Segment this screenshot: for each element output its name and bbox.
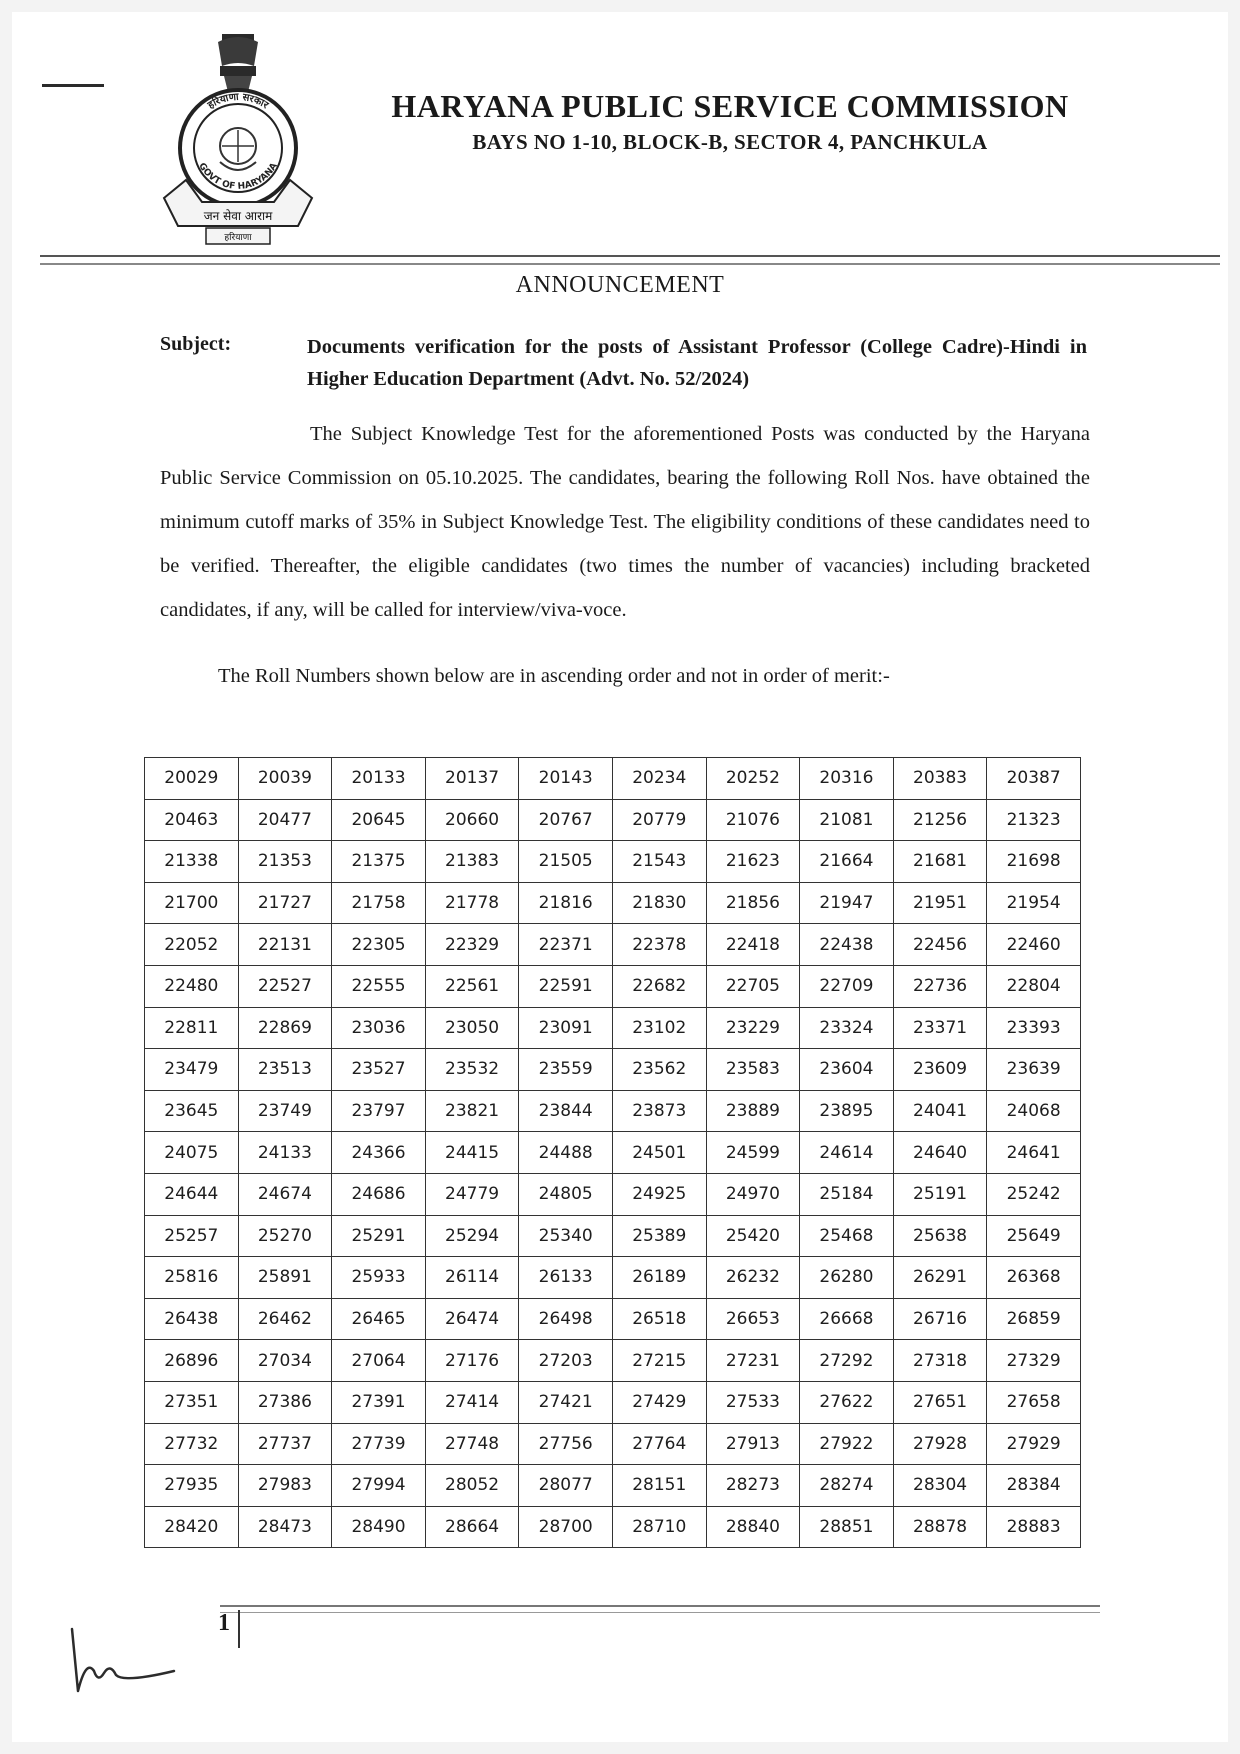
roll-number-cell: 27922 — [800, 1423, 894, 1465]
roll-number-cell: 26232 — [706, 1257, 800, 1299]
roll-number-cell: 21081 — [800, 799, 894, 841]
table-row — [145, 1340, 1081, 1382]
roll-number-cell: 27421 — [519, 1381, 613, 1423]
roll-number-cell: 22480 — [145, 965, 239, 1007]
roll-number-cell: 23562 — [612, 1049, 706, 1091]
roll-number-cell: 21947 — [800, 882, 894, 924]
roll-number-cell: 26896 — [145, 1340, 239, 1382]
roll-number-cell: 20252 — [706, 758, 800, 800]
roll-number-cell: 23527 — [332, 1049, 426, 1091]
roll-number-cell: 22527 — [238, 965, 332, 1007]
roll-number-cell: 26859 — [987, 1298, 1081, 1340]
page-number-bar — [238, 1610, 240, 1648]
emblem-ring-bottom-text: GOVT OF HARYANA — [196, 161, 280, 193]
roll-number-cell: 26291 — [893, 1257, 987, 1299]
table-row — [145, 965, 1081, 1007]
roll-number-cell: 27215 — [612, 1340, 706, 1382]
roll-number-cell: 26474 — [425, 1298, 519, 1340]
roll-number-cell: 20133 — [332, 758, 426, 800]
roll-number-cell: 21758 — [332, 882, 426, 924]
roll-number-cell: 22418 — [706, 924, 800, 966]
roll-number-cell: 21664 — [800, 841, 894, 883]
roll-number-cell: 20029 — [145, 758, 239, 800]
table-row — [145, 1049, 1081, 1091]
roll-number-cell: 24640 — [893, 1132, 987, 1174]
roll-number-cell: 27318 — [893, 1340, 987, 1382]
roll-number-cell: 23559 — [519, 1049, 613, 1091]
roll-number-cell: 28710 — [612, 1506, 706, 1548]
roll-number-cell: 25191 — [893, 1173, 987, 1215]
announcement-body — [160, 412, 1090, 632]
roll-number-cell: 27913 — [706, 1423, 800, 1465]
table-row — [145, 1298, 1081, 1340]
roll-number-cell: 22460 — [987, 924, 1081, 966]
roll-number-cell: 24644 — [145, 1173, 239, 1215]
roll-number-cell: 27351 — [145, 1381, 239, 1423]
roll-number-cell: 23479 — [145, 1049, 239, 1091]
roll-number-cell: 23797 — [332, 1090, 426, 1132]
roll-number-cell: 22438 — [800, 924, 894, 966]
roll-number-cell: 27292 — [800, 1340, 894, 1382]
subject-label: Subject: — [160, 333, 232, 355]
table-row — [145, 882, 1081, 924]
roll-number-cell: 27651 — [893, 1381, 987, 1423]
order-note: The Roll Numbers shown below are in ascending order and not in order of merit:- — [218, 665, 890, 687]
roll-number-cell: 22736 — [893, 965, 987, 1007]
emblem-banner: हरियाणा — [224, 233, 252, 243]
roll-number-cell: 23889 — [706, 1090, 800, 1132]
roll-number-cell: 21700 — [145, 882, 239, 924]
roll-number-cell: 23749 — [238, 1090, 332, 1132]
roll-number-cell: 23371 — [893, 1007, 987, 1049]
emblem-ring-top-text: हरियाणा सरकार — [206, 91, 271, 112]
roll-number-cell: 27928 — [893, 1423, 987, 1465]
roll-number-cell: 24805 — [519, 1173, 613, 1215]
roll-number-cell: 23102 — [612, 1007, 706, 1049]
roll-number-cell: 24068 — [987, 1090, 1081, 1132]
roll-number-cell: 22329 — [425, 924, 519, 966]
roll-number-cell: 22456 — [893, 924, 987, 966]
roll-number-cell: 21353 — [238, 841, 332, 883]
roll-number-cell: 22709 — [800, 965, 894, 1007]
roll-number-cell: 28420 — [145, 1506, 239, 1548]
table-row — [145, 1090, 1081, 1132]
roll-number-cell: 27658 — [987, 1381, 1081, 1423]
roll-number-cell: 20767 — [519, 799, 613, 841]
roll-number-cell: 27756 — [519, 1423, 613, 1465]
roll-number-cell: 27935 — [145, 1465, 239, 1507]
roll-number-cell: 28473 — [238, 1506, 332, 1548]
roll-number-cell: 25184 — [800, 1173, 894, 1215]
roll-number-cell: 23393 — [987, 1007, 1081, 1049]
roll-number-cell: 26716 — [893, 1298, 987, 1340]
roll-number-cell: 25638 — [893, 1215, 987, 1257]
organization-name: HARYANA PUBLIC SERVICE COMMISSION — [391, 88, 1069, 124]
roll-number-cell: 27748 — [425, 1423, 519, 1465]
roll-number-cell: 26462 — [238, 1298, 332, 1340]
roll-number-cell: 24970 — [706, 1173, 800, 1215]
roll-number-cell: 22869 — [238, 1007, 332, 1049]
roll-number-cell: 28304 — [893, 1465, 987, 1507]
roll-number-cell: 27983 — [238, 1465, 332, 1507]
roll-number-cell: 28384 — [987, 1465, 1081, 1507]
table-row — [145, 1215, 1081, 1257]
roll-number-cell: 24133 — [238, 1132, 332, 1174]
roll-number-cell: 25242 — [987, 1173, 1081, 1215]
roll-number-cell: 24366 — [332, 1132, 426, 1174]
roll-number-cell: 24925 — [612, 1173, 706, 1215]
roll-number-cell: 28700 — [519, 1506, 613, 1548]
roll-number-cell: 21727 — [238, 882, 332, 924]
roll-number-cell: 23609 — [893, 1049, 987, 1091]
roll-number-cell: 21778 — [425, 882, 519, 924]
roll-number-cell: 24686 — [332, 1173, 426, 1215]
roll-number-cell: 23583 — [706, 1049, 800, 1091]
roll-number-cell: 20137 — [425, 758, 519, 800]
page-number: 1 — [218, 1610, 230, 1636]
roll-number-cell: 21816 — [519, 882, 613, 924]
roll-number-cell: 21338 — [145, 841, 239, 883]
announcement-body-text: The Subject Knowledge Test for the aforementioned Posts was conducted by the Haryana Public Service Commission on 05.10.2025. The candidates, bearing the following Roll Nos. have obtained the minimum cutoff marks of 35% in Subject Knowledge Test. The eligibility conditions of these candidates need to be verified. Thereafter, the eligible candidates (two times the number of vacancies) including bracketed candidates, if any, will be called for interview/viva-voce. — [160, 423, 1090, 621]
table-row — [145, 1007, 1081, 1049]
roll-number-cell: 21505 — [519, 841, 613, 883]
roll-number-cell: 23645 — [145, 1090, 239, 1132]
roll-number-cell: 21951 — [893, 882, 987, 924]
roll-number-cell: 27533 — [706, 1381, 800, 1423]
roll-number-cell: 27739 — [332, 1423, 426, 1465]
roll-number-cell: 26280 — [800, 1257, 894, 1299]
roll-number-cell: 25291 — [332, 1215, 426, 1257]
roll-number-cell: 24415 — [425, 1132, 519, 1174]
roll-number-cell: 27386 — [238, 1381, 332, 1423]
roll-number-cell: 26518 — [612, 1298, 706, 1340]
roll-number-cell: 20387 — [987, 758, 1081, 800]
subject-text: Documents verification for the posts of Assistant Professor (College Cadre)-Hindi in Higher Education Department (Advt. No. 52/2024) — [307, 336, 1087, 390]
table-row — [145, 1506, 1081, 1548]
roll-number-cell: 22305 — [332, 924, 426, 966]
roll-number-cell: 21076 — [706, 799, 800, 841]
roll-number-cell: 22378 — [612, 924, 706, 966]
roll-number-cell: 25340 — [519, 1215, 613, 1257]
roll-number-cell: 27994 — [332, 1465, 426, 1507]
roll-number-cell: 25420 — [706, 1215, 800, 1257]
roll-number-cell: 24779 — [425, 1173, 519, 1215]
roll-number-cell: 26438 — [145, 1298, 239, 1340]
roll-number-cell: 27231 — [706, 1340, 800, 1382]
table-row — [145, 841, 1081, 883]
roll-number-cell: 25389 — [612, 1215, 706, 1257]
roll-number-cell: 21954 — [987, 882, 1081, 924]
roll-number-cell: 28151 — [612, 1465, 706, 1507]
roll-number-cell: 21256 — [893, 799, 987, 841]
roll-number-cell: 20383 — [893, 758, 987, 800]
roll-number-cell: 28851 — [800, 1506, 894, 1548]
roll-number-cell: 20779 — [612, 799, 706, 841]
announcement-title: ANNOUNCEMENT — [515, 272, 725, 298]
roll-number-cell: 24041 — [893, 1090, 987, 1132]
roll-number-cell: 24488 — [519, 1132, 613, 1174]
roll-number-cell: 27034 — [238, 1340, 332, 1382]
margin-mark — [42, 84, 104, 87]
roll-number-cell: 28273 — [706, 1465, 800, 1507]
roll-number-cell: 22052 — [145, 924, 239, 966]
roll-number-cell: 20316 — [800, 758, 894, 800]
roll-number-cell: 25933 — [332, 1257, 426, 1299]
roll-number-table — [144, 757, 1081, 1548]
roll-number-cell: 26653 — [706, 1298, 800, 1340]
roll-number-cell: 22682 — [612, 965, 706, 1007]
svg-text:GOVT OF HARYANA — [196, 161, 280, 192]
header-divider — [40, 255, 1220, 265]
roll-number-cell: 28490 — [332, 1506, 426, 1548]
roll-number-cell: 26668 — [800, 1298, 894, 1340]
roll-number-cell: 22561 — [425, 965, 519, 1007]
roll-number-cell: 20234 — [612, 758, 706, 800]
roll-number-cell: 20645 — [332, 799, 426, 841]
roll-number-cell: 28077 — [519, 1465, 613, 1507]
roll-number-cell: 21698 — [987, 841, 1081, 883]
roll-number-cell: 22131 — [238, 924, 332, 966]
roll-number-cell: 21375 — [332, 841, 426, 883]
roll-number-cell: 22591 — [519, 965, 613, 1007]
roll-number-cell: 21681 — [893, 841, 987, 883]
roll-number-cell: 28878 — [893, 1506, 987, 1548]
roll-number-cell: 21543 — [612, 841, 706, 883]
roll-number-cell: 26114 — [425, 1257, 519, 1299]
roll-number-cell: 20477 — [238, 799, 332, 841]
roll-number-cell: 28274 — [800, 1465, 894, 1507]
roll-number-cell: 25649 — [987, 1215, 1081, 1257]
roll-number-cell: 26368 — [987, 1257, 1081, 1299]
signature-mark — [64, 1625, 184, 1695]
roll-number-cell: 26465 — [332, 1298, 426, 1340]
roll-number-cell: 20660 — [425, 799, 519, 841]
roll-number-cell: 23873 — [612, 1090, 706, 1132]
roll-number-cell: 24674 — [238, 1173, 332, 1215]
table-row — [145, 924, 1081, 966]
roll-number-cell: 23604 — [800, 1049, 894, 1091]
roll-number-cell: 20463 — [145, 799, 239, 841]
roll-number-cell: 24641 — [987, 1132, 1081, 1174]
roll-number-cell: 26498 — [519, 1298, 613, 1340]
roll-number-cell: 27414 — [425, 1381, 519, 1423]
roll-number-cell: 20143 — [519, 758, 613, 800]
roll-number-cell: 22371 — [519, 924, 613, 966]
organization-address: BAYS NO 1-10, BLOCK-B, SECTOR 4, PANCHKULA — [472, 130, 988, 154]
roll-number-cell: 21383 — [425, 841, 519, 883]
roll-number-cell: 22811 — [145, 1007, 239, 1049]
emblem-motto: जन सेवा आराम — [203, 209, 273, 223]
roll-number-cell: 27429 — [612, 1381, 706, 1423]
roll-number-cell: 23639 — [987, 1049, 1081, 1091]
roll-number-cell: 24599 — [706, 1132, 800, 1174]
roll-number-cell: 26133 — [519, 1257, 613, 1299]
roll-number-cell: 22555 — [332, 965, 426, 1007]
roll-number-cell: 28052 — [425, 1465, 519, 1507]
roll-number-cell: 23821 — [425, 1090, 519, 1132]
roll-number-cell: 24614 — [800, 1132, 894, 1174]
roll-number-cell: 27391 — [332, 1381, 426, 1423]
roll-number-cell: 27203 — [519, 1340, 613, 1382]
roll-number-cell: 28840 — [706, 1506, 800, 1548]
table-row — [145, 1132, 1081, 1174]
roll-number-cell: 27764 — [612, 1423, 706, 1465]
roll-number-cell: 26189 — [612, 1257, 706, 1299]
roll-number-cell: 24075 — [145, 1132, 239, 1174]
roll-number-cell: 23324 — [800, 1007, 894, 1049]
roll-number-cell: 21323 — [987, 799, 1081, 841]
table-row — [145, 1257, 1081, 1299]
table-row — [145, 1173, 1081, 1215]
roll-number-cell: 27622 — [800, 1381, 894, 1423]
roll-number-cell: 24501 — [612, 1132, 706, 1174]
roll-number-cell: 23050 — [425, 1007, 519, 1049]
roll-number-cell: 23895 — [800, 1090, 894, 1132]
roll-number-cell: 23532 — [425, 1049, 519, 1091]
roll-number-cell: 25294 — [425, 1215, 519, 1257]
roll-number-cell: 23229 — [706, 1007, 800, 1049]
roll-number-cell: 21623 — [706, 841, 800, 883]
roll-number-cell: 21830 — [612, 882, 706, 924]
roll-number-cell: 20039 — [238, 758, 332, 800]
table-row — [145, 799, 1081, 841]
roll-number-cell: 22705 — [706, 965, 800, 1007]
table-row — [145, 1423, 1081, 1465]
footer-divider — [220, 1605, 1100, 1613]
roll-number-cell: 25468 — [800, 1215, 894, 1257]
roll-number-cell: 25891 — [238, 1257, 332, 1299]
roll-number-cell: 27737 — [238, 1423, 332, 1465]
roll-number-cell: 27732 — [145, 1423, 239, 1465]
roll-number-cell: 23844 — [519, 1090, 613, 1132]
roll-number-cell: 25270 — [238, 1215, 332, 1257]
table-row — [145, 758, 1081, 800]
roll-number-cell: 27064 — [332, 1340, 426, 1382]
roll-number-cell: 23036 — [332, 1007, 426, 1049]
roll-number-cell: 22804 — [987, 965, 1081, 1007]
roll-number-cell: 25816 — [145, 1257, 239, 1299]
roll-number-cell: 28883 — [987, 1506, 1081, 1548]
table-row — [145, 1381, 1081, 1423]
haryana-emblem-icon — [162, 30, 314, 248]
table-row — [145, 1465, 1081, 1507]
roll-number-cell: 23091 — [519, 1007, 613, 1049]
roll-number-cell: 27329 — [987, 1340, 1081, 1382]
roll-number-cell: 21856 — [706, 882, 800, 924]
roll-number-cell: 23513 — [238, 1049, 332, 1091]
roll-number-cell: 27176 — [425, 1340, 519, 1382]
roll-number-cell: 28664 — [425, 1506, 519, 1548]
roll-number-cell: 27929 — [987, 1423, 1081, 1465]
roll-number-cell: 25257 — [145, 1215, 239, 1257]
